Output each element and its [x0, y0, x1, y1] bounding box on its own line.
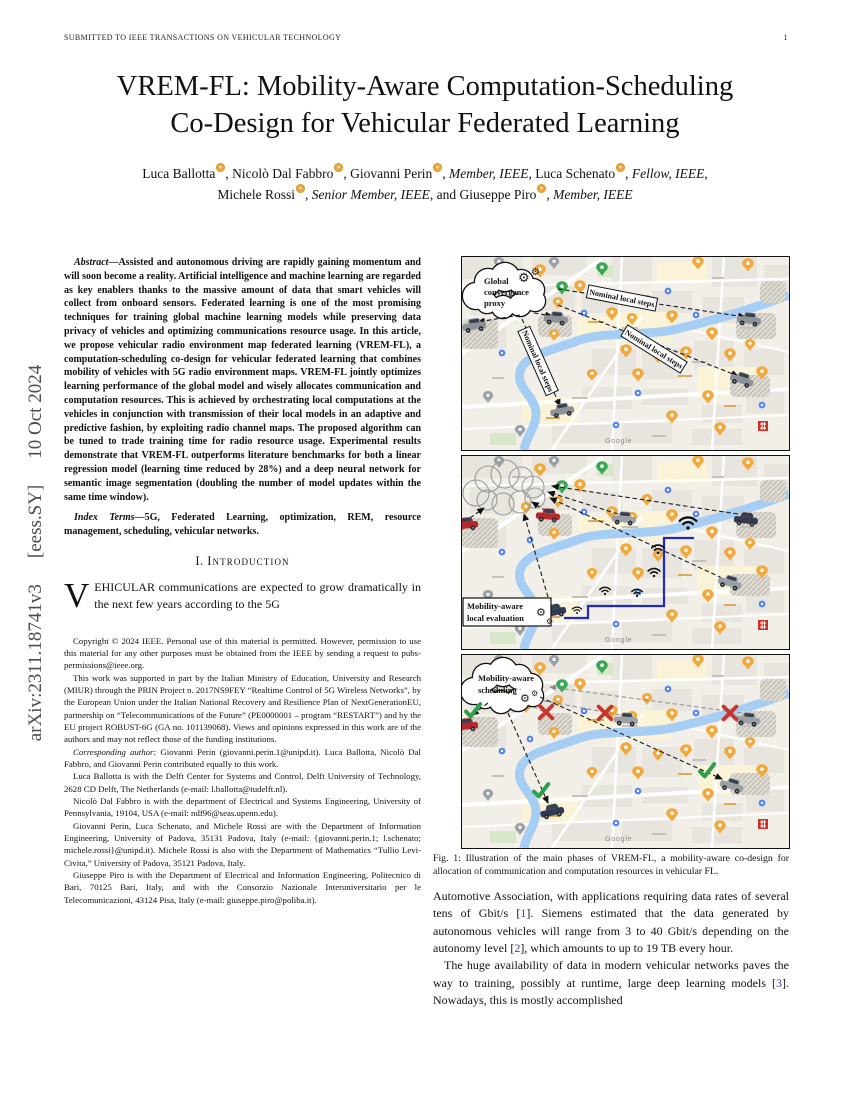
gear-icon: ⚙ — [531, 689, 539, 698]
svg-text:scheduling: scheduling — [478, 685, 517, 695]
mobility-aware-local-evaluation-label — [463, 598, 553, 626]
arxiv-date: 10 Oct 2024 — [25, 364, 46, 459]
author-list — [0, 163, 850, 205]
svg-text:Global: Global — [484, 276, 509, 286]
gear-icon: ⚙ — [520, 692, 530, 705]
author-name: Luca Ballotta — [142, 166, 216, 181]
svg-text:Mobility-aware: Mobility-aware — [467, 601, 524, 611]
author-line-1: Luca Ballotta , Nicolò Dal Fabbro , Giovanni Perin , Member, IEEE, Luca Schenato , Fellow, IEEE, — [0, 163, 850, 184]
author-role: Member, IEEE — [553, 187, 633, 202]
map-watermark: Google — [605, 637, 633, 644]
title-line-2: Co-Design for Vehicular Federated Learning — [170, 108, 680, 139]
citation-link[interactable]: 1 — [520, 906, 527, 921]
author-role: Fellow, IEEE — [631, 166, 705, 181]
running-header — [64, 33, 788, 42]
figure-1 — [433, 256, 789, 878]
body-paragraph: The huge availability of data in modern vehicular networks paves the way to training, possibly at runtime, large deep learning models [3]. Nowadays, this is mostly accomplished — [433, 958, 789, 1007]
left-column — [64, 256, 421, 906]
gear-icon: ⚙ — [546, 617, 554, 626]
drop-cap: V — [64, 575, 90, 615]
abstract: Abstract—Assisted and autonomous driving are rapidly gaining momentum and will soon become a reality. Artificial intelligence and machine learning are regarded as key enablers thanks to the massive amount of data that smart vehicles will collect from onboard sensors. Federated learning is one of the most promising techniques for training global machine learning models while preserving data privacy of vehicles and optimizing communications resource usage. In this article, we propose vehicular radio environment map federated learning (VREM-FL), a computation-scheduling co-design for vehicular federated learning that combines mobility of vehicles with 5G radio environment maps. VREM-FL jointly optimizes learning performance of the global model and wisely allocates communication and computation resources. This is achieved by orchestrating local computations at the vehicles in conjunction with transmission of their local models in an adaptive and predictive fashion, by exploiting radio channel maps. The proposed algorithm can be tuned to trade training time for radio resource usage. Experimental results demonstrate that VREM-FL outperforms literature benchmarks for both a linear regression model (learning time reduced by 28%) and a deep neural network for semantic image segmentation (doubling the number of model updates within the same time window). — [64, 257, 421, 503]
running-head-text: SUBMITTED TO IEEE TRANSACTIONS ON VEHICULAR TECHNOLOGY — [64, 33, 342, 42]
abstract-label: Abstract — [74, 257, 109, 268]
author-role: Member, IEEE — [449, 166, 529, 181]
arxiv-id: arXiv:2311.18741v3 — [25, 584, 46, 742]
footnote-affiliation-1: Luca Ballotta is with the Delft Center for Systems and Control, Delft University of Technology, 2628 CD Delft, The Netherlands (e-mail: l.ballotta@tudelft.nl). — [64, 771, 421, 794]
footnote-funding: This work was supported in part by the Italian Ministry of Education, University and Research (MIUR) through the PRIN Project n. 2017NS9FEY “Realtime Control of 5G Wireless Networks”, by the European Union under the Italian National Recovery and Resilience Plan of NextGenerationEU, partnership on “Telecommunications of the Future” (PE0000001 – program “RESTART”) and by the EU project ROBUST-6G (GA no. 101139068). Views and opinions expressed in this work are of the authors and may not reflect those of the funding institutions. — [64, 672, 421, 745]
svg-text:Nominal local steps: Nominal local steps — [623, 327, 685, 371]
author-role: Senior Member, IEEE — [311, 187, 430, 202]
gear-icon: ⚙ — [518, 271, 530, 286]
paper-title — [0, 68, 850, 142]
arxiv-category: [eess.SY] — [25, 484, 46, 559]
arxiv-stamp — [25, 365, 47, 741]
figure-panels — [461, 256, 788, 849]
footnote-corresponding: Corresponding author: Giovanni Perin (giovanni.perin.1@unipd.it). Luca Ballotta, Nicolò Dal Fabbro, and Giovanni Perin contributed equally to this work. — [64, 746, 421, 769]
orcid-icon[interactable] — [433, 163, 442, 172]
orcid-icon[interactable] — [537, 184, 546, 193]
index-terms: Index Terms—5G, Federated Learning, optimization, REM, resource management, scheduling, vehicular networks. — [64, 512, 421, 538]
author-name: Nicolò Dal Fabbro — [232, 166, 334, 181]
intro-paragraph: VEHICULAR communications are expected to grow dramatically in the next few years according to the 5G — [64, 575, 421, 615]
first-page-footnotes — [64, 635, 421, 907]
index-terms-label: Index Terms — [74, 512, 135, 524]
author-name: Michele Rossi — [217, 187, 296, 202]
figure-caption: Fig. 1: Illustration of the main phases of VREM-FL, a mobility-aware co-design for allocation of communication and computation resources in vehicular FL. — [433, 853, 789, 877]
figure-panel-nominal-steps — [461, 256, 790, 451]
section-heading-introduction: I. Introduction — [195, 553, 290, 568]
orcid-icon[interactable] — [296, 184, 305, 193]
footnote-copyright: Copyright © 2024 IEEE. Personal use of this material is permitted. However, permission to use this material for any other purposes must be obtained from the IEEE by sending a request to pubs-permissions@ieee.org. — [64, 635, 421, 671]
citation-link[interactable]: 3 — [776, 975, 782, 990]
right-column — [433, 256, 789, 1009]
svg-text:Mobility-aware: Mobility-aware — [478, 673, 535, 683]
page-number: 1 — [783, 33, 788, 42]
gear-icon: ⚙ — [531, 267, 540, 278]
svg-text:convergence: convergence — [484, 287, 529, 297]
figure-panel-local-evaluation — [461, 455, 790, 650]
svg-text:Nominal local steps: Nominal local steps — [520, 329, 556, 394]
author-name: Luca Schenato — [535, 166, 616, 181]
svg-text:proxy: proxy — [484, 298, 506, 308]
map-watermark: Google — [605, 438, 633, 445]
footnote-affiliation-3: Giovanni Perin, Luca Schenato, and Michele Rossi are with the Department of Information Engineering, University of Padova, 35131 Padova, Italy (e-mail: {giovanni.perin.1; l.schenato; michele.rossi}@unipd.it). Michele Rossi is also with the Department of Mathematics “Tullio Levi-Civita,” University of Padova, 35121 Padova, Italy. — [64, 820, 421, 868]
footnote-affiliation-2: Nicolò Dal Fabbro is with the department of Electrical and Systems Engineering, University of Pennsylvania, 19104, USA (e-mail: ndf96@seas.upenn.edu). — [64, 796, 421, 819]
citation-link[interactable]: 2 — [514, 941, 521, 956]
footnote-affiliation-4: Giuseppe Piro is with the Department of Electrical and Information Engineering, Politecnico di Bari, 70125 Bari, Italy, and with the Consorzio Nazionale Interuniversitario per le Telecomunicazioni, 43124 Pisa, Italy (e-mail: giuseppe.piro@poliba.it). — [64, 870, 421, 905]
figure-panel-scheduling — [461, 654, 790, 849]
author-line-2: Michele Rossi , Senior Member, IEEE, and Giuseppe Piro , Member, IEEE — [0, 184, 850, 205]
gear-icon: ⚙ — [536, 606, 546, 619]
title-line-1: VREM-FL: Mobility-Aware Computation-Scheduling — [116, 71, 734, 102]
svg-text:Nominal local steps: Nominal local steps — [588, 287, 656, 310]
body-paragraph: Automotive Association, with applications requiring data rates of several tens of Gbit/s [1]. Siemens estimated that the data generated by autonomous vehicles will range from 3 to 40 Gbit/s depending on the autonomy level [2], which amounts to up to 19 TB every hour. — [433, 889, 789, 956]
author-name: Giovanni Perin — [350, 166, 433, 181]
author-name: Giuseppe Piro — [459, 187, 537, 202]
orcid-icon[interactable] — [616, 163, 625, 172]
svg-text:local evaluation: local evaluation — [467, 613, 524, 623]
map-watermark: Google — [605, 836, 633, 843]
